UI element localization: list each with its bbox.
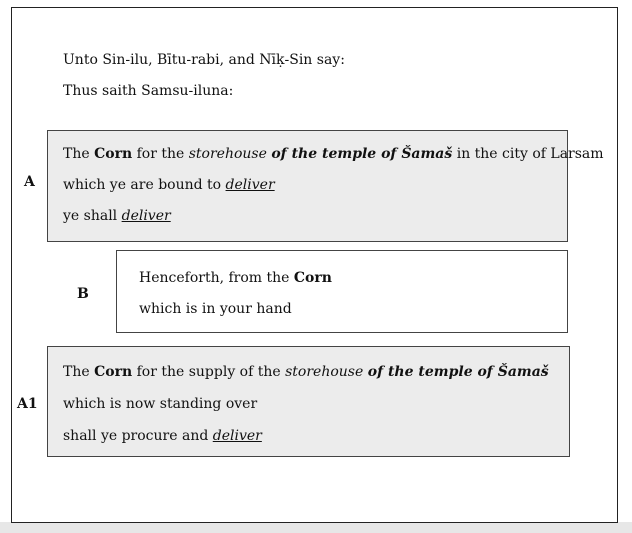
section-a1-line-1 xyxy=(63,364,549,380)
storehouse-term: storehouse xyxy=(188,146,267,162)
text-fragment: which ye are bound to xyxy=(63,177,226,193)
text-fragment: Henceforth, from the xyxy=(139,270,294,286)
section-b-line-1 xyxy=(139,270,332,286)
storehouse-term: storehouse xyxy=(285,364,364,380)
temple-term: of the temple of Šamaš xyxy=(271,146,453,162)
section-b-label: B xyxy=(77,286,89,302)
deliver-term: deliver xyxy=(225,177,275,193)
speaker-line: Thus saith Samsu-iluna: xyxy=(63,83,234,99)
text-fragment: ye shall xyxy=(63,208,122,224)
section-a-line-3 xyxy=(63,208,171,224)
section-a-line-2 xyxy=(63,177,275,193)
section-a-line-1 xyxy=(63,146,604,162)
text-fragment: for the supply of the xyxy=(132,364,286,380)
text-fragment: The xyxy=(63,146,95,162)
text-fragment: for the xyxy=(132,146,189,162)
corn-term: Corn xyxy=(94,146,133,162)
corn-term: Corn xyxy=(94,364,133,380)
section-a1-line-2: which is now standing over xyxy=(63,396,258,412)
text-fragment: in the city of Larsam xyxy=(452,146,604,162)
section-a-label: A xyxy=(24,174,35,190)
temple-term: of the temple of Šamaš xyxy=(367,364,549,380)
section-a1-line-3 xyxy=(63,428,262,444)
deliver-term: deliver xyxy=(121,208,171,224)
page-bottom-strip xyxy=(0,522,632,533)
address-line: Unto Sin-ilu, Bītu-rabi, and Nīḳ-Sin say: xyxy=(63,52,345,68)
text-fragment: shall ye procure and xyxy=(63,428,213,444)
section-a1-label: A1 xyxy=(17,396,38,412)
section-b-line-2: which is in your hand xyxy=(139,301,292,317)
deliver-term: deliver xyxy=(212,428,262,444)
section-b-box xyxy=(116,250,568,333)
corn-term: Corn xyxy=(293,270,332,286)
text-fragment: The xyxy=(63,364,95,380)
